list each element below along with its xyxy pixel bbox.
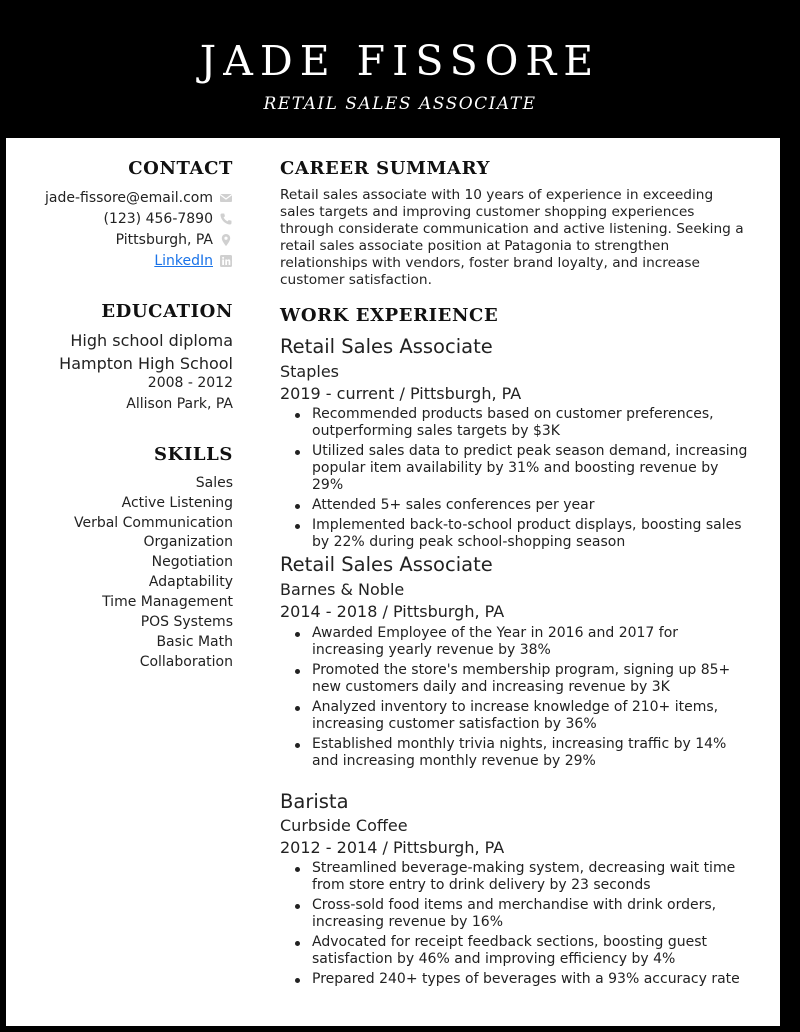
linkedin-icon (219, 254, 233, 268)
skill-item: POS Systems (140, 614, 233, 630)
candidate-name: JADE FISSORE (199, 37, 601, 85)
job-bullet: Attended 5+ sales conferences per year (280, 497, 750, 514)
education-degree: High school diploma (70, 331, 233, 350)
map-pin-icon (219, 233, 233, 247)
job-bullets (280, 406, 750, 554)
skill-item: Basic Math (156, 634, 233, 650)
job-bullet: Promoted the store's membership program, signing up 85+ new customers daily and increasing revenue by 3K (280, 662, 750, 696)
experience-heading: WORK EXPERIENCE (280, 305, 499, 326)
phone-text: (123) 456-7890 (103, 211, 213, 227)
location-text: Pittsburgh, PA (115, 232, 213, 248)
job-bullet: Implemented back-to-school product displays, boosting sales by 22% during peak school-shopping season (280, 517, 750, 551)
education-school: Hampton High School (59, 354, 233, 373)
skill-item: Adaptability (148, 574, 233, 590)
job-title: Retail Sales Associate (280, 335, 493, 358)
contact-heading: CONTACT (128, 158, 233, 179)
email-text[interactable]: jade-fissore@email.com (44, 190, 213, 206)
envelope-icon (219, 191, 233, 205)
contact-email[interactable] (45, 188, 233, 208)
job-bullet: Awarded Employee of the Year in 2016 and 2017 for increasing yearly revenue by 38% (280, 625, 750, 659)
job-bullets (280, 625, 750, 773)
contact-phone (104, 209, 234, 229)
job-bullet: Cross-sold food items and merchandise with drink orders, increasing revenue by 16% (280, 897, 750, 931)
education-years: 2008 - 2012 (147, 375, 233, 391)
skill-item: Time Management (102, 594, 233, 610)
resume-header (0, 0, 800, 138)
skill-item: Verbal Communication (73, 515, 233, 531)
job-company: Staples (280, 362, 340, 381)
contact-linkedin[interactable] (154, 251, 233, 271)
contact-location (116, 230, 233, 250)
summary-text: Retail sales associate with 10 years of experience in exceeding sales targets and improving customer shopping experiences through considerate communication and active listening. Seeking a retail sales associate position at Patagonia to strengthen relationships with vendors, foster brand loyalty, and increase customer satisfaction. (280, 187, 744, 288)
job-dates: 2019 - current / Pittsburgh, PA (280, 384, 522, 403)
skill-item: Active Listening (121, 495, 233, 511)
job-bullet: Streamlined beverage-making system, decreasing wait time from store entry to drink delivery by 23 seconds (280, 860, 750, 894)
skill-item: Sales (195, 475, 233, 491)
summary-heading: CAREER SUMMARY (280, 158, 491, 179)
phone-icon (219, 212, 233, 226)
job-bullet: Advocated for receipt feedback sections, boosting guest satisfaction by 46% and improving efficiency by 4% (280, 934, 750, 968)
resume-page (6, 138, 780, 1026)
job-bullet: Recommended products based on customer preferences, outperforming sales targets by $3K (280, 406, 750, 440)
job-bullet: Analyzed inventory to increase knowledge of 210+ items, increasing customer satisfaction by 36% (280, 699, 750, 733)
linkedin-link[interactable]: LinkedIn (154, 253, 213, 269)
skills-heading: SKILLS (154, 444, 233, 465)
job-dates: 2012 - 2014 / Pittsburgh, PA (280, 838, 505, 857)
education-heading: EDUCATION (101, 301, 233, 322)
job-bullet: Utilized sales data to predict peak season demand, increasing popular item availability by 31% and boosting revenue by 29% (280, 443, 750, 494)
job-dates: 2014 - 2018 / Pittsburgh, PA (280, 602, 505, 621)
job-company: Barnes & Noble (280, 580, 405, 599)
job-bullet: Prepared 240+ types of beverages with a 93% accuracy rate (280, 971, 750, 988)
education-location: Allison Park, PA (126, 396, 233, 412)
candidate-title: RETAIL SALES ASSOCIATE (263, 94, 537, 114)
skill-item: Collaboration (139, 654, 233, 670)
job-bullet: Established monthly trivia nights, increasing traffic by 14% and increasing monthly revenue by 29% (280, 736, 750, 770)
job-title: Barista (280, 790, 349, 813)
job-bullets (280, 860, 750, 991)
skill-item: Negotiation (151, 554, 233, 570)
skill-item: Organization (143, 534, 233, 550)
job-company: Curbside Coffee (280, 816, 408, 835)
job-title: Retail Sales Associate (280, 553, 493, 576)
